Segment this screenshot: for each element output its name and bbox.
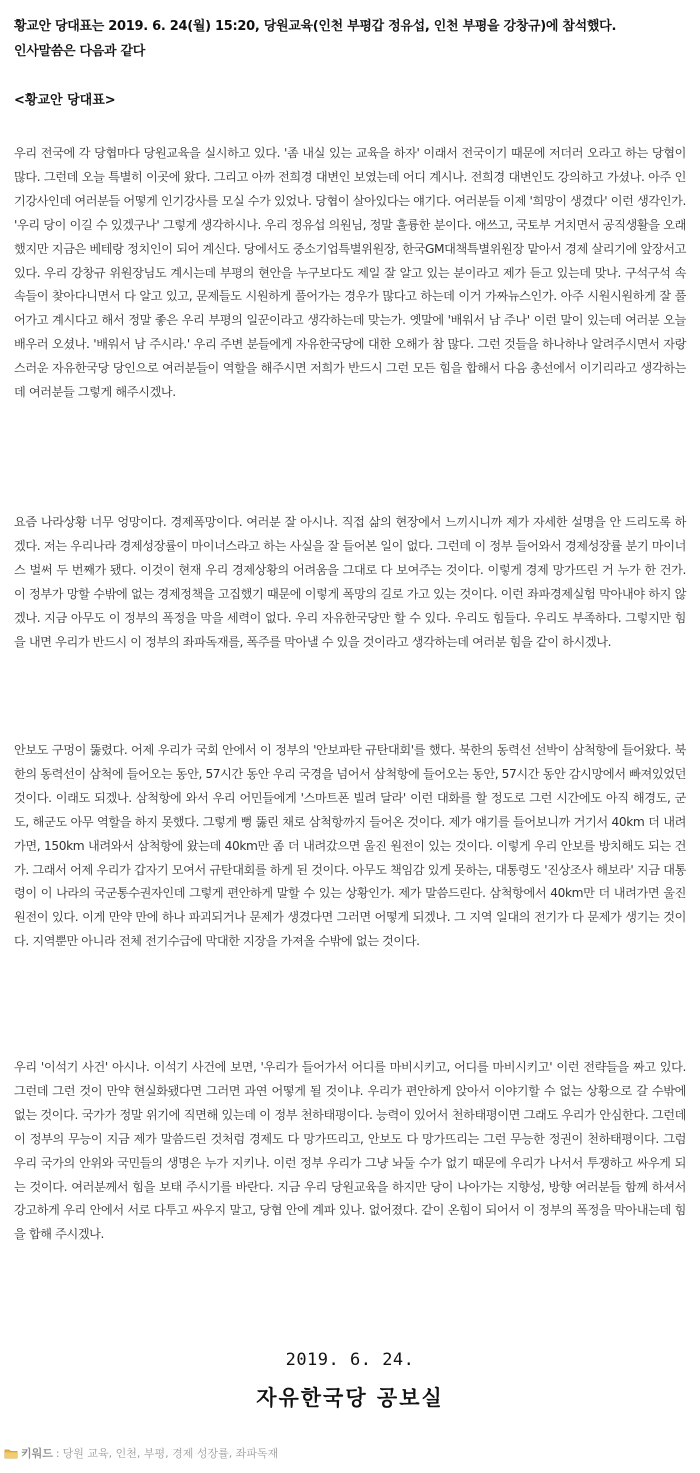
folder-icon (4, 1448, 18, 1459)
keywords-bar (4, 1445, 278, 1461)
issuing-office: 자유한국당 공보실 (256, 1386, 444, 1410)
speech-paragraph-2: 요즘 나라상황 너무 엉망이다. 경제폭망이다. 여러분 잘 아시나. 직접 삶의 현장에서 느끼시니까 제가 자세한 설명을 안 드리도록 하겠다. 저는 우리나라 경제성장률이 마이너스라고 하는 사실을 잘 들어본 일이 없다. 그런데 이 정부 들어와서 경제성장률 분기 마이너스 벌써 두 번째가 됐다. 이것이 현재 우리 경제상황의 어려움을 그대로 다 보여주는 것이다. 이렇게 경제 망가뜨린 거 누가 한 건가. 이 정부가 망할 수밖에 없는 경제정책을 고집했기 때문에 이렇게 폭망의 길로 가고 있는 것이다. 이런 좌파경제실험 막아내야 하지 않겠나. 지금 아무도 이 정부의 폭정을 막을 세력이 없다. 우리 자유한국당만 할 수 있다. 우리도 힘들다. 우리도 부족하다. 그렇지만 힘을 내면 우리가 반드시 이 정부의 좌파독재를, 폭주를 막아낼 수 있을 것이라고 생각하는데 여러분 힘을 같이 하시겠나. (14, 515, 686, 649)
speech-paragraph-1: 우리 전국에 각 당협마다 당원교육을 실시하고 있다. '좀 내실 있는 교육을 하자' 이래서 전국이기 때문에 저더러 오라고 하는 당협이 많다. 그런데 오늘 특별히 이곳에 왔다. 그리고 아까 전희경 대변인 보였는데 어디 계시나. 전희경 대변인도 강의하고 가셨나. 아주 인기강사인데 여러분들 어떻게 인기강사를 모실 수가 있었나. 당협이 살아있다는 얘기다. 여러분들 이제 '희망이 생겼다' 이런 생각인가. '우리 당이 이길 수 있겠구나' 그렇게 생각하시나. 우리 정유섭 의원님, 정말 훌륭한 분이다. 애쓰고, 국토부 거치면서 공직생활을 오래했지만 지금은 베테랑 정치인이 되어 계신다. 당에서도 중소기업특별위원장, 한국GM대책특별위원장 맡아서 경제 살리기에 앞장서고 있다. 우리 강창규 위원장님도 계시는데 부평의 현안을 누구보다도 제일 잘 알고 있는 분이라고 제가 듣고 있는데 맞나. 구석구석 속속들이 찾아다니면서 다 알고 있고, 문제들도 시원하게 풀어가는 경우가 많다고 하는데 이거 가짜뉴스인가. 아주 시원시원하게 잘 풀어가고 계시다고 해서 정말 좋은 우리 부평의 일꾼이라고 생각하는데 맞는가. 옛말에 '배워서 남 주나' 이런 말이 있는데 여러분 오늘 배우러 오셨나. '배워서 남 주시라.' 우리 주변 분들에게 자유한국당에 대한 오해가 참 많다. 그런 것들을 하나하나 알려주시면서 자랑스러운 자유한국당 당인으로 여러분들이 역할을 해주시면 저희가 반드시 그런 모든 힘을 합해서 다음 총선에서 이기리라고 생각하는데 여러분들 그렇게 해주시겠나. (14, 146, 686, 400)
keywords-separator: : (55, 1446, 60, 1460)
keywords-label: 키워드 (21, 1447, 53, 1460)
intro-block (14, 14, 690, 64)
speaker-heading: <황교안 당대표> (14, 93, 116, 108)
intro-line-1: 황교안 당대표는 2019. 6. 24(월) 15:20, 당원교육(인천 부평갑 정유섭, 인천 부평을 강창규)에 참석했다. (14, 19, 617, 34)
speech-paragraph-3: 안보도 구멍이 뚫렸다. 어제 우리가 국회 안에서 이 정부의 '안보파탄 규탄대회'를 했다. 북한의 동력선 선박이 삼척항에 들어왔다. 북한의 동력선이 삼척에 들어오는 동안, 57시간 동안 우리 국경을 넘어서 삼척항에 들어오는 동안, 57시간 동안 감시망에서 빠져있었던 것이다. 이래도 되겠나. 삼척항에 와서 우리 어민들에게 '스마트폰 빌려 달라' 이런 대화를 할 정도로 그런 시간에도 아직 해경도, 군도, 해군도 아무 역할을 하지 못했다. 그렇게 뻥 뚫린 채로 삼척항까지 들어온 것이다. 제가 얘기를 들어보니까 거기서 40km 더 내려가면, 150km 내려와서 삼척항에 왔는데 40km만 좀 더 내려갔으면 울진 원전이 있는 것이다. 이렇게 우리 안보를 방치해도 되는 건가. 그래서 어제 우리가 갑자기 모여서 규탄대회를 하게 된 것이다. 아무도 책임감 있게 못하는, 대통령도 '진상조사 해보라' 지금 대통령이 이 나라의 국군통수권자인데 그렇게 편안하게 말할 수 있는 상황인가. 제가 말씀드린다. 삼척항에서 40km만 더 내려가면 울진 원전이 있다. 이게 만약 만에 하나 파괴되거나 문제가 생겼다면 그러면 어떻게 되겠나. 그 지역 일대의 전기가 다 문제가 생기는 것이다. 지역뿐만 아니라 전체 전기수급에 막대한 지장을 가져올 수밖에 없는 것이다. (14, 743, 686, 949)
release-date: 2019. 6. 24. (285, 1350, 415, 1370)
keywords-list: 당원 교육, 인천, 부평, 경제 성장률, 좌파독재 (62, 1447, 279, 1460)
intro-line-2: 인사말씀은 다음과 같다 (14, 44, 146, 59)
speech-paragraph-4: 우리 '이석기 사건' 아시나. 이석기 사건에 보면, '우리가 들어가서 어디를 마비시키고, 어디를 마비시키고' 이런 전략들을 짜고 있다. 그런데 그런 것이 만약 현실화됐다면 그러면 과연 어떻게 될 것이냐. 우리가 편안하게 앉아서 이야기할 수 없는 상황으로 갈 수밖에 없는 것이다. 국가가 정말 위기에 직면해 있는데 이 정부 천하태평이다. 능력이 있어서 천하태평이면 그래도 우리가 안심한다. 그런데 이 정부의 무능이 지금 제가 말씀드린 것처럼 경제도 다 망가뜨리고, 안보도 다 망가뜨리는 그런 무능한 정권이 천하태평이다. 그럼 우리 국가의 안위와 국민들의 생명은 누가 지키나. 이런 정부 우리가 그냥 놔둘 수가 없기 때문에 우리가 나서서 투쟁하고 싸우게 되는 것이다. 여러분께서 힘을 보태 주시기를 바란다. 지금 우리 당원교육을 하지만 당이 나아가는 지향성, 방향 여러분들 함께 하셔서 강고하게 우리 안에서 서로 다투고 싸우지 말고, 당협 안에 계파 있나. 없어졌다. 같이 온힘이 되어서 이 정부의 폭정을 막아내는데 힘을 합해 주시겠나. (14, 1060, 686, 1242)
